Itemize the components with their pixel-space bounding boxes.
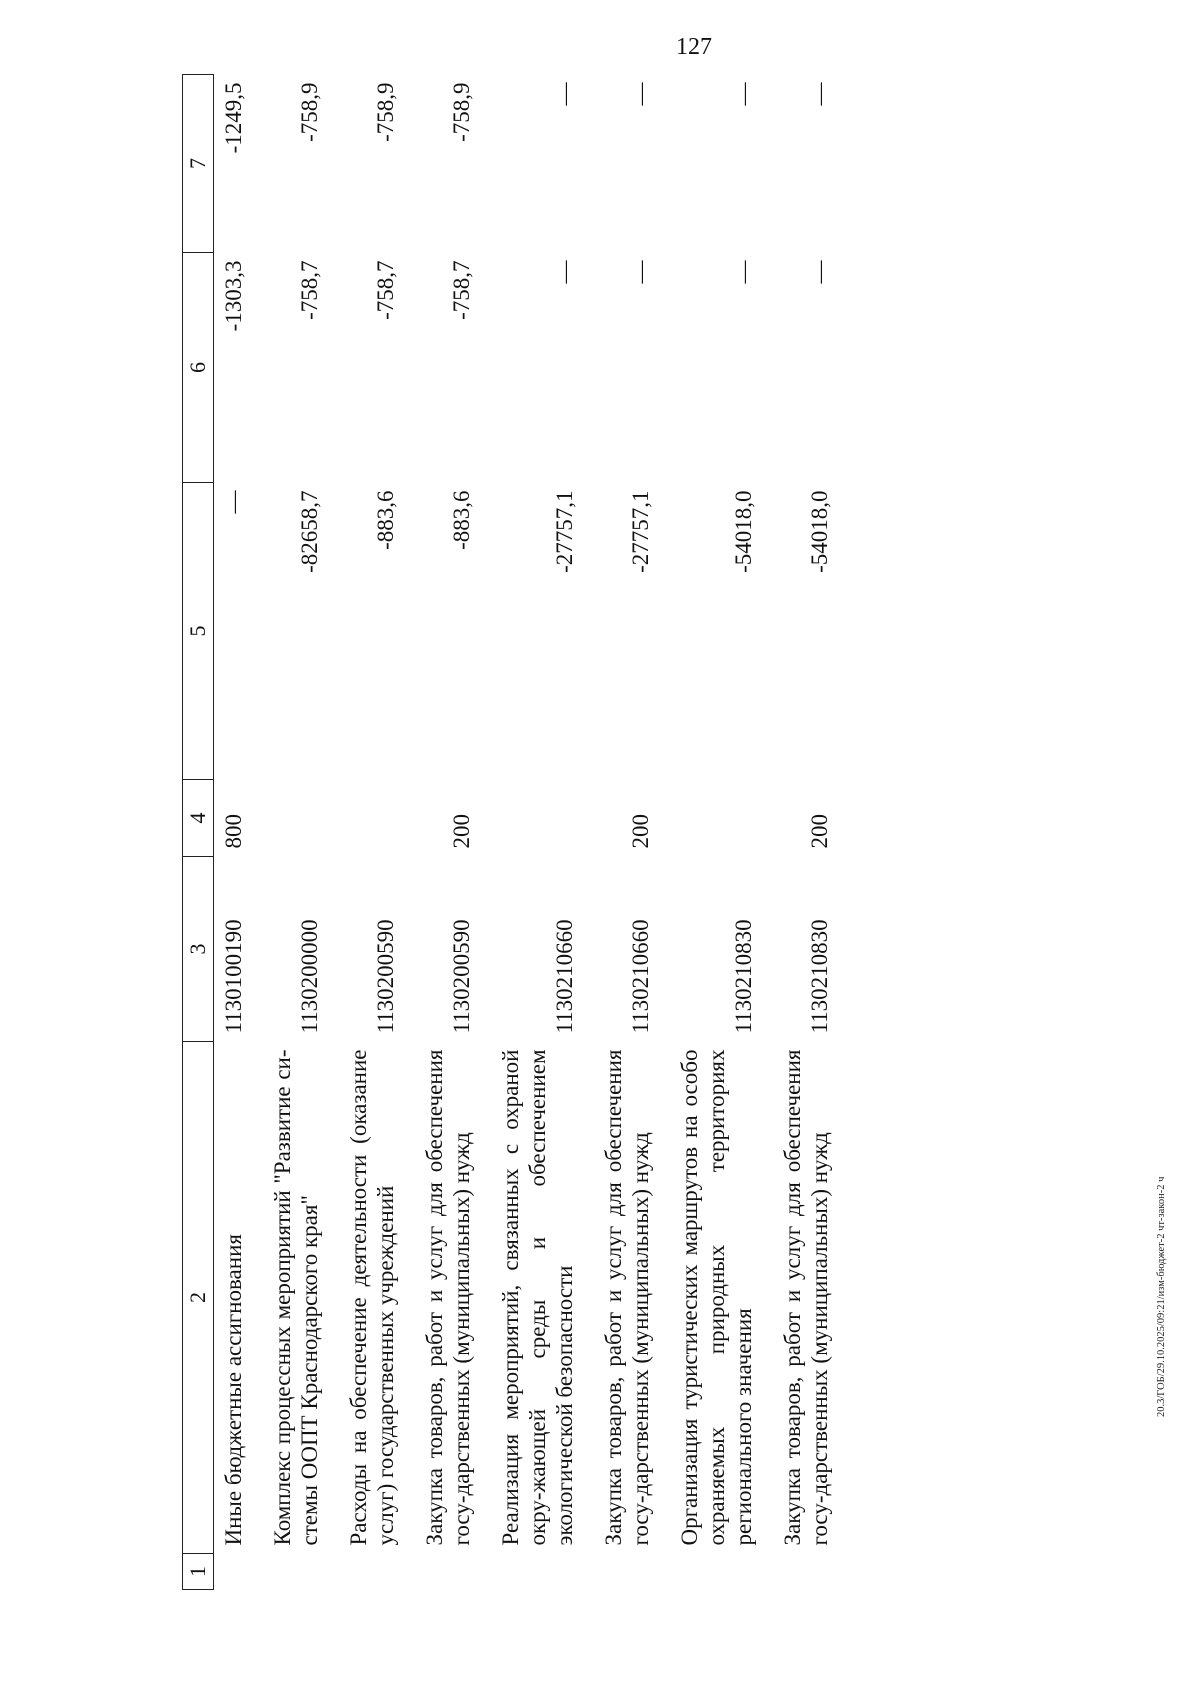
- row-value-6: —: [628, 260, 653, 284]
- table-row: [775, 75, 833, 1590]
- row-name: Закупка товаров, работ и услуг для обеспечения госу-дарственных (муниципальных) нужд: [601, 1049, 653, 1546]
- rotated-table-wrapper: [182, 75, 833, 1590]
- row-name: Иные бюджетные ассигнования: [221, 1234, 246, 1546]
- row-code: 1130210660: [628, 919, 653, 1034]
- table-row: [265, 75, 323, 1590]
- row-type: [493, 780, 578, 857]
- column-header: 1: [183, 1554, 214, 1590]
- row-value-5: -27757,1: [628, 490, 653, 573]
- table-row: [493, 75, 578, 1590]
- row-value-6: —: [552, 260, 577, 284]
- row-type: [265, 780, 323, 857]
- row-value-6: —: [731, 260, 756, 284]
- row-code: 1130210830: [731, 919, 756, 1034]
- row-value-5: -883,6: [449, 490, 474, 550]
- row-name: Реализация мероприятий, связанных с охраной окру-жающей среды и обеспечением экологической безопасности: [498, 1049, 577, 1546]
- row-code: 1130210660: [552, 919, 577, 1034]
- row-value-5: -54018,0: [731, 490, 756, 573]
- column-header: 4: [183, 780, 214, 857]
- column-header: 3: [183, 857, 214, 1042]
- row-code: 1130200590: [373, 919, 398, 1034]
- row-value-7: —: [628, 82, 653, 106]
- column-header: 6: [183, 253, 214, 483]
- row-value-7: —: [552, 82, 577, 106]
- table-row: [417, 75, 475, 1590]
- row-name: Расходы на обеспечение деятельности (оказание услуг) государственных учреждений: [346, 1049, 398, 1546]
- row-value-7: -758,9: [297, 82, 322, 142]
- budget-table: [182, 74, 833, 1590]
- row-name: Закупка товаров, работ и услуг для обеспечения госу-дарственных (муниципальных) нужд: [780, 1049, 832, 1546]
- row-type: [672, 780, 757, 857]
- row-value-6: -758,7: [297, 260, 322, 320]
- column-header: 5: [183, 483, 214, 780]
- row-name: Закупка товаров, работ и услуг для обеспечения госу-дарственных (муниципальных) нужд: [422, 1049, 474, 1546]
- row-value-6: -758,7: [449, 260, 474, 320]
- row-type: 200: [628, 814, 653, 849]
- row-type: 200: [807, 814, 832, 849]
- table-header-row: [183, 75, 214, 1590]
- row-value-7: —: [731, 82, 756, 106]
- row-name: Организация туристических маршрутов на особо охраняемых природных территориях регионального значения: [677, 1049, 756, 1546]
- table-row: [672, 75, 757, 1590]
- row-value-6: -758,7: [373, 260, 398, 320]
- row-value-5: —: [221, 490, 246, 514]
- row-value-5: -54018,0: [807, 490, 832, 573]
- table-row: [596, 75, 654, 1590]
- row-value-7: —: [807, 82, 832, 106]
- row-value-7: -1249,5: [221, 82, 246, 154]
- row-value-5: -82658,7: [297, 490, 322, 573]
- row-value-7: -758,9: [373, 82, 398, 142]
- row-type: [341, 780, 399, 857]
- row-value-5: -27757,1: [552, 490, 577, 573]
- table-row: [341, 75, 399, 1590]
- document-footer-code: 20.3/ГОБ/29.10.2025/09:21/изм-бюджет-2 чт-закон-2 ч: [1156, 1176, 1167, 1417]
- row-code: 1130200000: [297, 919, 322, 1034]
- column-header: 7: [183, 75, 214, 253]
- table-row: [214, 75, 248, 1590]
- row-code: 1130200590: [449, 919, 474, 1034]
- row-value-5: -883,6: [373, 490, 398, 550]
- row-type: 200: [449, 814, 474, 849]
- row-code: 1130210830: [807, 919, 832, 1034]
- page-number: 127: [676, 34, 712, 60]
- column-header: 2: [183, 1042, 214, 1554]
- row-value-6: -1303,3: [221, 260, 246, 332]
- row-type: 800: [221, 814, 246, 849]
- row-code: 1130100190: [221, 919, 246, 1034]
- row-value-6: —: [807, 260, 832, 284]
- row-name: Комплекс процессных мероприятий "Развитие си-стемы ООПТ Краснодарского края": [270, 1049, 322, 1546]
- row-value-7: -758,9: [449, 82, 474, 142]
